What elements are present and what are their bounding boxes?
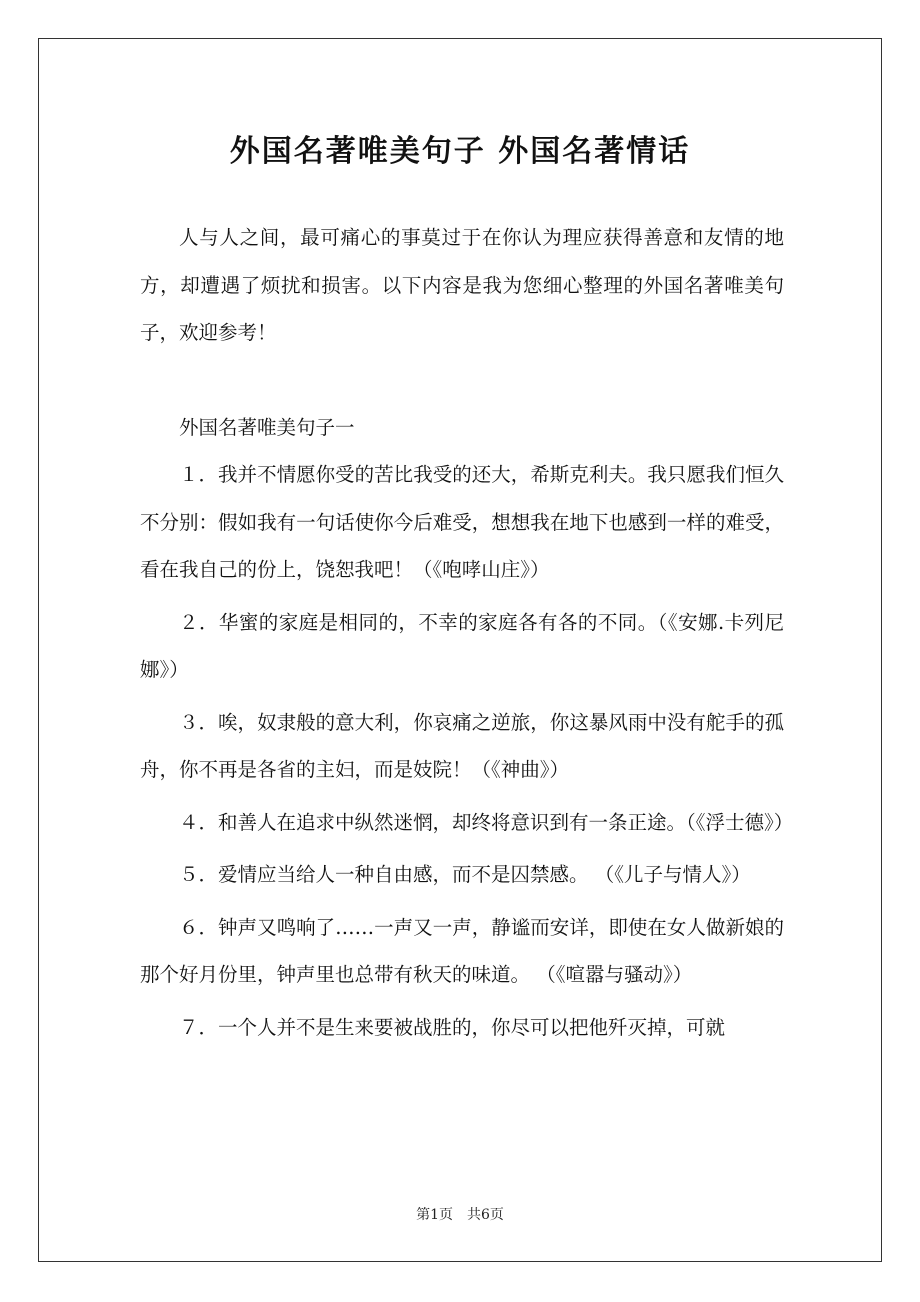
quote-item-2: ２．华蜜的家庭是相同的，不幸的家庭各有各的不同。（《安娜.卡列尼娜》）	[140, 610, 784, 681]
quote-item-7: ７．一个人并不是生来要被战胜的，你尽可以把他歼灭掉，可就	[179, 1015, 726, 1039]
quote-item-5: ５．爱情应当给人一种自由感，而不是囚禁感。 （《儿子与情人》）	[179, 863, 751, 886]
quote-item-6: ６．钟声又鸣响了……一声又一声，静谧而安详，即使在女人做新娘的那个好月份里，钟声里也总带有秋天的味道。 （《喧嚣与骚动》）	[140, 915, 784, 986]
quote-item-4: ４．和善人在追求中纵然迷惘，却终将意识到有一条正途。（《浮士德》）	[179, 810, 794, 834]
page-total: 共6页	[467, 1207, 504, 1223]
section-heading: 外国名著唯美句子一	[179, 415, 355, 439]
intro-paragraph: 人与人之间，最可痛心的事莫过于在你认为理应获得善意和友情的地方，却遭遇了烦扰和损害。以下内容是我为您细心整理的外国名著唯美句子，欢迎参考！	[140, 226, 784, 344]
page-footer	[38, 1205, 882, 1225]
page-number: 第1页	[416, 1207, 453, 1223]
document-title: 外国名著唯美句子 外国名著情话	[229, 134, 691, 169]
document-body	[140, 214, 794, 1056]
quote-item-1: １．我并不情愿你受的苦比我受的还大，希斯克利夫。我只愿我们恒久不分别：假如我有一句话使你今后难受，想想我在地下也感到一样的难受，看在我自己的份上，饶恕我吧！（《咆哮山庄》）	[140, 463, 784, 581]
quote-item-3: ３．唉，奴隶般的意大利，你哀痛之逆旅，你这暴风雨中没有舵手的孤舟，你不再是各省的主妇，而是妓院！（《神曲》）	[140, 710, 784, 781]
